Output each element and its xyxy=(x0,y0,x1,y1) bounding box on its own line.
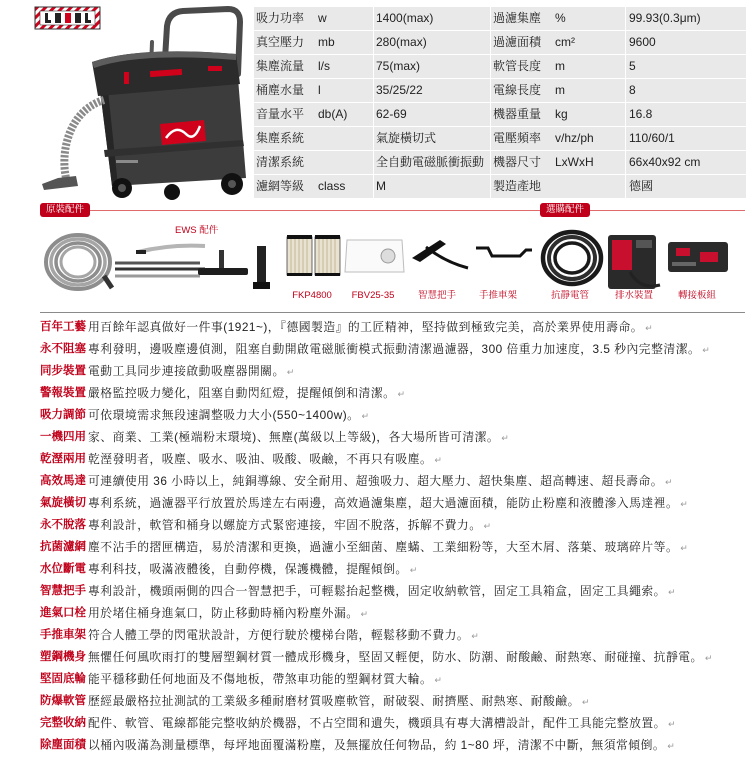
paragraph-mark: ↵ xyxy=(501,433,509,443)
adapter-kit-image xyxy=(668,242,728,272)
spec-label: 過濾集塵 xyxy=(493,11,542,25)
spec-value: M xyxy=(374,175,490,198)
feature-text: 能平穩移動任何地面及不傷地板，帶煞車功能的塑鋼材質大輪。 xyxy=(88,672,433,686)
feature-text: 專利科技，吸滿液體後，自動停機，保護機體，提醒傾倒。 xyxy=(88,562,408,576)
spec-unit: kg xyxy=(555,107,568,121)
spec-label: 清潔系統 xyxy=(256,155,305,169)
feature-text: 用百餘年認真做好一件事(1921~)，『德國製造』的工匠精神，堅持做到極致完美，高於業界使用壽命。 xyxy=(88,320,644,334)
paragraph-mark: ↵ xyxy=(645,323,653,333)
spec-unit: db(A) xyxy=(318,107,348,121)
spec-value: 8 xyxy=(626,79,746,102)
spec-unit: m xyxy=(555,83,565,97)
feature-text: 乾溼發明者，吸塵、吸水、吸油、吸酸、吸鹼，不再只有吸塵。 xyxy=(88,452,433,466)
feature-title: 高效馬達 xyxy=(40,475,86,487)
paragraph-mark: ↵ xyxy=(667,719,676,729)
hose-coil-image xyxy=(46,235,112,289)
spec-value: 9600 xyxy=(626,31,746,54)
accessory-label: 智慧把手 xyxy=(417,290,456,301)
spec-label: 機器重量 xyxy=(493,107,542,121)
spec-label: 軟管長度 xyxy=(493,59,542,73)
feature-text: 可連續使用 36 小時以上，純銅導線、安全耐用、超強吸力、超大壓力、超快集塵、超高轉速、超長壽命。 xyxy=(88,474,664,488)
spec-value: 75(max) xyxy=(374,55,490,78)
spec-row xyxy=(254,55,746,78)
spec-value: 280(max) xyxy=(374,31,490,54)
feature-row xyxy=(40,471,745,491)
accessory-label: 抗靜電管 xyxy=(550,290,589,301)
feature-text: 配件、軟管、電線都能完整收納於機器，不占空間和遺失，機頭具有專大溝槽設計，配件工具能完整放置。 xyxy=(88,716,666,730)
spec-label-cell xyxy=(254,151,373,174)
spec-label-cell xyxy=(254,7,373,30)
spec-unit: % xyxy=(555,11,566,25)
antistatic-hose-image xyxy=(543,232,601,284)
spec-label-cell xyxy=(491,151,625,174)
paragraph-mark: ↵ xyxy=(581,697,590,707)
feature-row xyxy=(40,559,745,579)
feature-text: 歷經最嚴格拉扯測試的工業級多種耐磨材質吸塵軟管，耐破裂、耐擠壓、耐熱寒、耐酸鹼。 xyxy=(88,694,580,708)
spec-label-cell xyxy=(254,79,373,102)
spec-value: 全自動電磁脈衝振動 xyxy=(374,151,490,174)
paragraph-mark: ↵ xyxy=(483,521,492,531)
paragraph-mark: ↵ xyxy=(361,411,369,421)
spec-row xyxy=(254,7,746,30)
spec-unit: cm² xyxy=(555,35,575,49)
spec-value: 35/25/22 xyxy=(374,79,490,102)
feature-title: 乾溼兩用 xyxy=(40,453,86,465)
feature-body xyxy=(88,537,745,558)
feature-title: 抗菌濾網 xyxy=(40,541,86,553)
paragraph-mark: ↵ xyxy=(434,455,442,465)
ews-accessories-label: EWS 配件 xyxy=(175,225,219,236)
spec-label: 濾網等級 xyxy=(256,179,305,193)
feature-title: 永不阻塞 xyxy=(40,343,86,355)
drain-device-image xyxy=(608,235,660,289)
spec-value: 110/60/1 xyxy=(626,127,746,150)
feature-row xyxy=(40,625,745,645)
spec-label: 集塵流量 xyxy=(256,59,305,73)
feature-text: 嚴格監控吸力變化，阻塞自動閃紅燈，提醒傾倒和清潔。 xyxy=(88,386,396,400)
feature-text: 家、商業、工業(極端粉末環境)、無塵(萬級以上等級)，各大場所皆可清潔。 xyxy=(88,430,500,444)
spec-row xyxy=(254,79,746,102)
feature-body xyxy=(88,361,745,382)
content-divider xyxy=(40,312,745,313)
spec-label: 真空壓力 xyxy=(256,35,305,49)
feature-row xyxy=(40,383,745,403)
spec-label-cell xyxy=(254,55,373,78)
feature-row xyxy=(40,427,745,447)
feature-body xyxy=(88,427,745,448)
spec-label-cell xyxy=(254,31,373,54)
filter-cartridge-image xyxy=(287,235,340,276)
spec-label: 製造產地 xyxy=(493,179,542,193)
feature-title: 手推車架 xyxy=(40,629,86,641)
smart-handle-image xyxy=(412,240,468,268)
feature-text: 以桶內吸滿為測量標準，每坪地面覆滿粉塵，及無擺放任何物品，約 1~80 坪，清潔不中斷，無須常傾倒。 xyxy=(88,738,666,752)
spec-value: 62-69 xyxy=(374,103,490,126)
spec-value: 德國 xyxy=(626,175,746,198)
original-accessories-header: 原裝配件 xyxy=(40,203,90,217)
feature-title: 除塵面積 xyxy=(40,739,86,751)
feature-title: 氣旋橫切 xyxy=(40,497,86,509)
spec-value: 1400(max) xyxy=(374,7,490,30)
spec-label: 電壓頻率 xyxy=(493,131,542,145)
feature-text: 用於堵住桶身進氣口，防止移動時桶內粉塵外漏。 xyxy=(88,606,359,620)
spec-value: 66x40x92 cm xyxy=(626,151,746,174)
feature-row xyxy=(40,691,745,711)
feature-row xyxy=(40,603,745,623)
spec-label-cell xyxy=(491,127,625,150)
feature-body xyxy=(88,493,745,514)
feature-title: 智慧把手 xyxy=(40,585,86,597)
feature-title: 百年工藝 xyxy=(40,321,86,333)
feature-row xyxy=(40,339,745,359)
feature-title: 同步裝置 xyxy=(40,365,86,377)
spec-label-cell xyxy=(491,103,625,126)
feature-title: 一機四用 xyxy=(40,431,86,443)
spec-label: 機器尺寸 xyxy=(493,155,542,169)
brand-logo xyxy=(35,7,100,29)
feature-body xyxy=(88,713,745,734)
vacuum-hose xyxy=(42,100,104,190)
paragraph-mark: ↵ xyxy=(434,675,442,685)
feature-text: 無懼任何風吹雨打的雙層塑鋼材質一體成形機身，堅固又輕便，防水、防潮、耐酸鹼、耐熱寒、耐碰撞、抗靜電。 xyxy=(88,650,703,664)
feature-body xyxy=(88,515,745,536)
accessories-image xyxy=(0,225,750,291)
wand-and-floor-tool-image xyxy=(115,246,270,289)
feature-row xyxy=(40,515,745,535)
feature-title: 防爆軟管 xyxy=(40,695,86,707)
spec-row xyxy=(254,31,746,54)
feature-text: 可依環境需求無段速調整吸力大小(550~1400w)。 xyxy=(88,408,360,422)
feature-row xyxy=(40,735,745,755)
spec-label: 過濾面積 xyxy=(493,35,542,49)
paragraph-mark: ↵ xyxy=(665,477,673,487)
spec-label: 吸力功率 xyxy=(256,11,305,25)
spec-value: 氣旋橫切式 xyxy=(374,127,490,150)
feature-body xyxy=(88,691,745,712)
feature-title: 水位斷電 xyxy=(40,563,86,575)
spec-label: 桶塵水量 xyxy=(256,83,305,97)
vacuum-cleaner-image xyxy=(0,0,253,202)
feature-title: 永不脫落 xyxy=(40,519,86,531)
section-divider xyxy=(40,210,745,211)
feature-title: 完整收納 xyxy=(40,717,86,729)
feature-title: 塑鋼機身 xyxy=(40,651,86,663)
feature-text: 專利設計，機頭兩側的四合一智慧把手，可輕鬆抬起整機，固定收納軟管，固定工具箱盒，固定工具繩索。 xyxy=(88,584,666,598)
accessory-label: 手推車架 xyxy=(478,290,517,301)
feature-body xyxy=(88,471,745,492)
spec-unit: LxWxH xyxy=(555,155,594,169)
spec-value: 5 xyxy=(626,55,746,78)
feature-row xyxy=(40,669,745,689)
feature-row xyxy=(40,713,745,733)
spec-unit: m xyxy=(555,59,565,73)
feature-text: 電動工具同步連接啟動吸塵器開關。 xyxy=(88,364,285,378)
feature-row xyxy=(40,493,745,513)
feature-body xyxy=(88,559,745,580)
optional-accessories-header: 選購配件 xyxy=(540,203,590,217)
feature-body xyxy=(88,405,745,426)
feature-text: 專利設計，軟管和桶身以螺旋方式緊密連接，牢固不脫落，拆解不費力。 xyxy=(88,518,482,532)
feature-text: 專利系統，過濾器平行放置於馬達左右兩邊，高效過濾集塵，超大過濾面積，能防止粉塵和液體滲入馬達裡。 xyxy=(88,496,679,510)
spec-label-cell xyxy=(491,31,625,54)
feature-text: 專利發明，邊吸塵邊偵測，阻塞自動開啟電磁脈衝模式振動清潔過濾器，300 倍重力加速度，3.5 秒內完整清潔。 xyxy=(88,342,701,356)
paragraph-mark: ↵ xyxy=(360,609,369,619)
spec-unit: l/s xyxy=(318,59,330,73)
feature-row xyxy=(40,647,745,667)
paragraph-mark: ↵ xyxy=(680,543,688,553)
spec-row xyxy=(254,151,746,174)
paragraph-mark: ↵ xyxy=(667,587,676,597)
spec-row xyxy=(254,175,746,198)
paragraph-mark: ↵ xyxy=(702,345,710,355)
filter-bag-image xyxy=(345,240,404,272)
spec-label: 音量水平 xyxy=(256,107,305,121)
accessory-label: 轉接板組 xyxy=(677,290,716,301)
spec-label-cell xyxy=(254,175,373,198)
feature-title: 吸力調節 xyxy=(40,409,86,421)
spec-unit: w xyxy=(318,11,327,25)
feature-body xyxy=(88,383,745,404)
spec-row xyxy=(254,127,746,150)
spec-value: 16.8 xyxy=(626,103,746,126)
accessory-label: 排水裝置 xyxy=(614,290,653,301)
feature-body xyxy=(88,647,745,668)
feature-text: 塵不沾手的摺匣構造，易於清潔和更換，過濾小至細菌、塵蟎、工業細粉等，大至木屑、落葉、玻璃碎片等。 xyxy=(88,540,679,554)
feature-title: 堅固底輪 xyxy=(40,673,86,685)
feature-row xyxy=(40,317,745,337)
spec-label-cell xyxy=(491,55,625,78)
feature-body xyxy=(88,625,745,646)
feature-text: 符合人體工學的閃電狀設計，方便行駛於樓梯台階，輕鬆移動不費力。 xyxy=(88,628,470,642)
feature-body xyxy=(88,581,745,602)
feature-body xyxy=(88,339,745,360)
paragraph-mark: ↵ xyxy=(286,367,295,377)
feature-row xyxy=(40,581,745,601)
spec-unit: mb xyxy=(318,35,335,49)
feature-body xyxy=(88,449,745,470)
spec-label-cell xyxy=(254,127,373,150)
feature-row xyxy=(40,361,745,381)
spec-label: 集塵系統 xyxy=(256,131,305,145)
paragraph-mark: ↵ xyxy=(409,565,418,575)
paragraph-mark: ↵ xyxy=(704,653,713,663)
spec-label-cell xyxy=(491,7,625,30)
spec-label: 電線長度 xyxy=(493,83,542,97)
feature-body xyxy=(88,317,745,338)
paragraph-mark: ↵ xyxy=(667,741,675,751)
paragraph-mark: ↵ xyxy=(680,499,688,509)
accessory-label: FBV25-35 xyxy=(351,290,395,301)
feature-row xyxy=(40,449,745,469)
spec-label-cell xyxy=(491,175,625,198)
spec-table xyxy=(254,7,746,199)
accessory-label: FKP4800 xyxy=(292,290,332,301)
paragraph-mark: ↵ xyxy=(471,631,479,641)
spec-label-cell xyxy=(491,79,625,102)
paragraph-mark: ↵ xyxy=(397,389,405,399)
feature-title: 進氣口栓 xyxy=(40,607,86,619)
cart-frame-image xyxy=(476,248,532,256)
feature-body xyxy=(88,669,745,690)
spec-unit: class xyxy=(318,179,346,193)
feature-title: 警報裝置 xyxy=(40,387,86,399)
feature-body xyxy=(88,603,745,624)
spec-unit: l xyxy=(318,83,321,97)
spec-row xyxy=(254,103,746,126)
feature-body xyxy=(88,735,745,756)
spec-unit: v/hz/ph xyxy=(555,131,594,145)
feature-row xyxy=(40,537,745,557)
feature-row xyxy=(40,405,745,425)
spec-value: 99.93(0.3μm) xyxy=(626,7,746,30)
spec-label-cell xyxy=(254,103,373,126)
